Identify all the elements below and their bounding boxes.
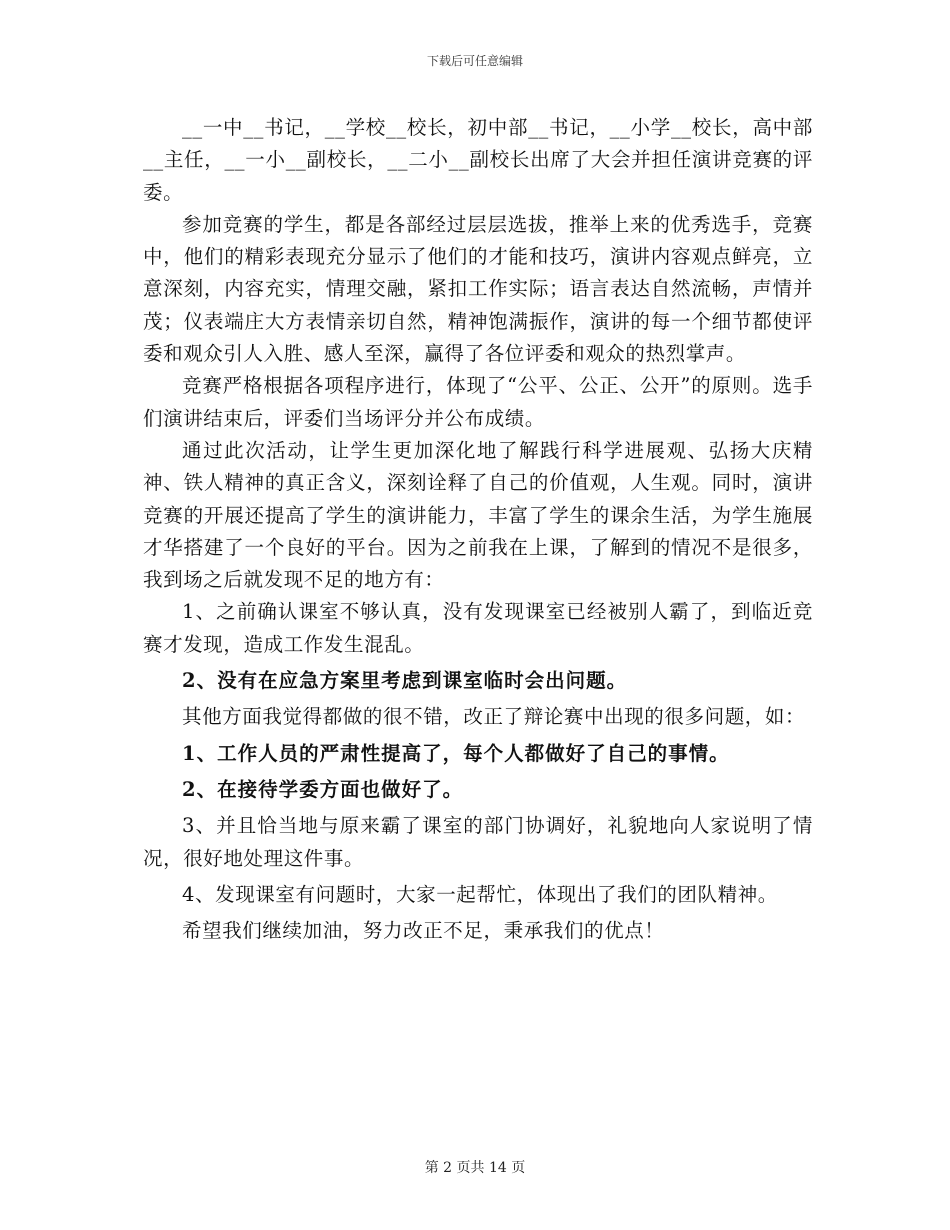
paragraph-activity-summary: 通过此次活动，让学生更加深化地了解践行科学进展观、弘扬大庆精神、铁人精神的真正含义，深刻诠释了自己的价值观，人生观。同时，演讲竞赛的开展还提高了学生的演讲能力，丰富了学生的课余生活，为学生施展才华搭建了一个良好的平台。因为之前我在上课，了解到的情况不是很多，我到场之后就发现不足的地方有： bbox=[143, 438, 813, 592]
paragraph-shortcoming-2: 2、没有在应急方案里考虑到课室临时会出问题。 bbox=[182, 669, 628, 693]
paragraph-improvement-3: 3、并且恰当地与原来霸了课室的部门协调好，礼貌地向人家说明了情况，很好地处理这件事。 bbox=[143, 814, 813, 870]
page-footer: 第 2 页共 14 页 bbox=[424, 1160, 526, 1176]
document-body bbox=[143, 112, 813, 947]
paragraph-shortcoming-1: 1、之前确认课室不够认真，没有发现课室已经被别人霸了，到临近竞赛才发现，造成工作发生混乱。 bbox=[143, 600, 813, 656]
paragraph-other-aspects: 其他方面我觉得都做的很不错，改正了辩论赛中出现的很多问题，如： bbox=[182, 705, 806, 729]
paragraph-improvement-1: 1、工作人员的严肃性提高了，每个人都做好了自己的事情。 bbox=[182, 741, 730, 765]
paragraph-contestants: 参加竞赛的学生，都是各部经过层层选拔，推举上来的优秀选手，竞赛中，他们的精彩表现充分显示了他们的才能和技巧，演讲内容观点鲜亮，立意深刻，内容充实，情理交融，紧扣工作实际；语言表达自然流畅，声情并茂；仪表端庄大方表情亲切自然，精神饱满振作，演讲的每一个细节都使评委和观众引人入胜、感人至深，赢得了各位评委和观众的热烈掌声。 bbox=[143, 212, 813, 366]
paragraph-improvement-2: 2、在接待学委方面也做好了。 bbox=[182, 777, 464, 801]
paragraph-procedure: 竞赛严格根据各项程序进行，体现了“公平、公正、公开”的原则。选手们演讲结束后，评委们当场评分并公布成绩。 bbox=[143, 374, 813, 430]
page-header: 下载后可任意编辑 bbox=[426, 54, 523, 68]
paragraph-judges: __一中__书记，__学校__校长，初中部__书记，__小学__校长，高中部__主任，__一小__副校长，__二小__副校长出席了大会并担任演讲竞赛的评委。 bbox=[143, 116, 813, 204]
paragraph-closing: 希望我们继续加油，努力改正不足，秉承我们的优点！ bbox=[182, 919, 665, 943]
paragraph-improvement-4: 4、发现课室有问题时，大家一起帮忙，体现出了我们的团队精神。 bbox=[182, 882, 778, 906]
